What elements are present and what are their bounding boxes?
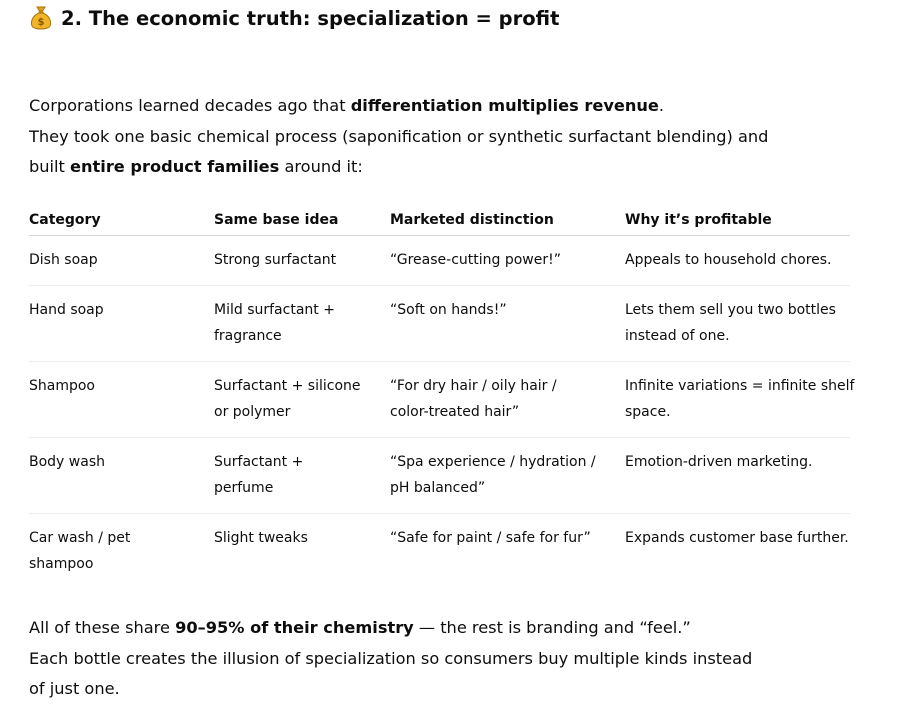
cell-text-line: “Soft on hands!” xyxy=(390,301,507,318)
cell-text-line: Expands customer base further. xyxy=(625,529,849,546)
cell-text-line: color-treated hair” xyxy=(390,404,520,420)
outro-line-1-end: — the rest is branding and “feel.” xyxy=(413,618,691,637)
intro-line-1-start: Corporations learned decades ago that xyxy=(29,96,351,115)
cell-text-line: Surfactant + silicone xyxy=(214,377,361,394)
intro-line-1 xyxy=(29,91,768,122)
cell-text-line: instead of one. xyxy=(625,328,730,344)
outro-paragraph xyxy=(29,613,752,705)
cell-category xyxy=(29,513,214,589)
outro-line-2: Each bottle creates the illusion of specialization so consumers buy multiple kinds instead xyxy=(29,648,753,668)
intro-paragraph xyxy=(29,91,768,183)
cell-base-idea xyxy=(214,236,390,286)
cell-text-line: “Safe for paint / safe for fur” xyxy=(390,529,591,546)
cell-text-line: Car wash / pet xyxy=(29,529,131,546)
cell-text-line: Lets them sell you two bottles xyxy=(625,301,836,318)
cell-text-line: Shampoo xyxy=(29,377,95,394)
cell-text-line: fragrance xyxy=(214,328,282,344)
column-header-category: Category xyxy=(29,204,214,236)
cell-text-line: Dish soap xyxy=(29,252,98,268)
cell-text-line: Infinite variations = infinite shelf xyxy=(625,377,855,394)
cell-text-line: shampoo xyxy=(29,556,94,572)
cell-text-line: Surfactant + xyxy=(214,453,304,470)
cell-text-line: Body wash xyxy=(29,453,105,470)
cell-marketed-distinction xyxy=(390,513,625,589)
cell-why-profitable xyxy=(625,361,855,437)
outro-emphasis-chemistry: 90–95% of their chemistry xyxy=(175,618,414,637)
intro-line-1-end: . xyxy=(658,96,665,115)
intro-line-3-end: around it: xyxy=(279,157,363,176)
section-heading-text: 2. The economic truth: specialization = profit xyxy=(61,6,560,30)
table-row xyxy=(29,513,850,589)
cell-text-line: “For dry hair / oily hair / xyxy=(390,377,557,394)
intro-line-3-start: built xyxy=(29,157,71,176)
cell-category xyxy=(29,236,214,286)
column-header-base-idea: Same base idea xyxy=(214,204,390,236)
column-header-marketed-distinction: Marketed distinction xyxy=(390,204,625,236)
cell-category xyxy=(29,285,214,361)
svg-text:$: $ xyxy=(37,17,45,28)
cell-text-line: Emotion-driven marketing. xyxy=(625,453,813,470)
cell-text-line: Slight tweaks xyxy=(214,529,308,546)
cell-why-profitable xyxy=(625,285,850,361)
cell-marketed-distinction xyxy=(390,361,625,437)
outro-line-1 xyxy=(29,613,752,644)
cell-base-idea xyxy=(214,513,390,589)
cell-why-profitable xyxy=(625,236,850,286)
table-row xyxy=(29,236,850,286)
outro-line-3: of just one. xyxy=(29,679,120,698)
cell-base-idea xyxy=(214,437,390,513)
table-row xyxy=(29,285,850,361)
cell-marketed-distinction xyxy=(390,285,625,361)
section-heading xyxy=(29,5,559,31)
cell-text-line: Strong surfactant xyxy=(214,252,337,268)
cell-marketed-distinction xyxy=(390,437,625,513)
cell-base-idea xyxy=(214,285,390,361)
cell-text-line: pH balanced” xyxy=(390,480,486,496)
money-bag-icon xyxy=(29,5,53,31)
outro-line-1-start: All of these share xyxy=(29,618,176,637)
cell-base-idea xyxy=(214,361,390,437)
column-header-why-profitable: Why it’s profitable xyxy=(625,204,850,236)
cell-category xyxy=(29,361,214,437)
cell-why-profitable xyxy=(625,513,850,589)
cell-text-line: space. xyxy=(625,404,671,420)
cell-text-line: “Grease-cutting power!” xyxy=(390,252,561,268)
product-table xyxy=(29,204,855,589)
intro-line-3 xyxy=(29,152,768,183)
cell-text-line: perfume xyxy=(214,480,274,496)
intro-line-2: They took one basic chemical process (saponification or synthetic surfactant blending) and xyxy=(29,126,769,146)
table-header-row xyxy=(29,204,850,236)
table-row xyxy=(29,361,850,437)
cell-text-line: Hand soap xyxy=(29,301,104,318)
cell-text-line: Mild surfactant + xyxy=(214,301,335,318)
cell-text-line: Appeals to household chores. xyxy=(625,252,832,268)
cell-why-profitable xyxy=(625,437,850,513)
intro-emphasis-differentiation: differentiation multiplies revenue xyxy=(350,96,659,115)
cell-marketed-distinction xyxy=(390,236,625,286)
cell-text-line: or polymer xyxy=(214,404,291,420)
cell-category xyxy=(29,437,214,513)
intro-emphasis-product-families: entire product families xyxy=(70,157,280,176)
cell-text-line: “Spa experience / hydration / xyxy=(390,453,596,470)
table-row xyxy=(29,437,850,513)
